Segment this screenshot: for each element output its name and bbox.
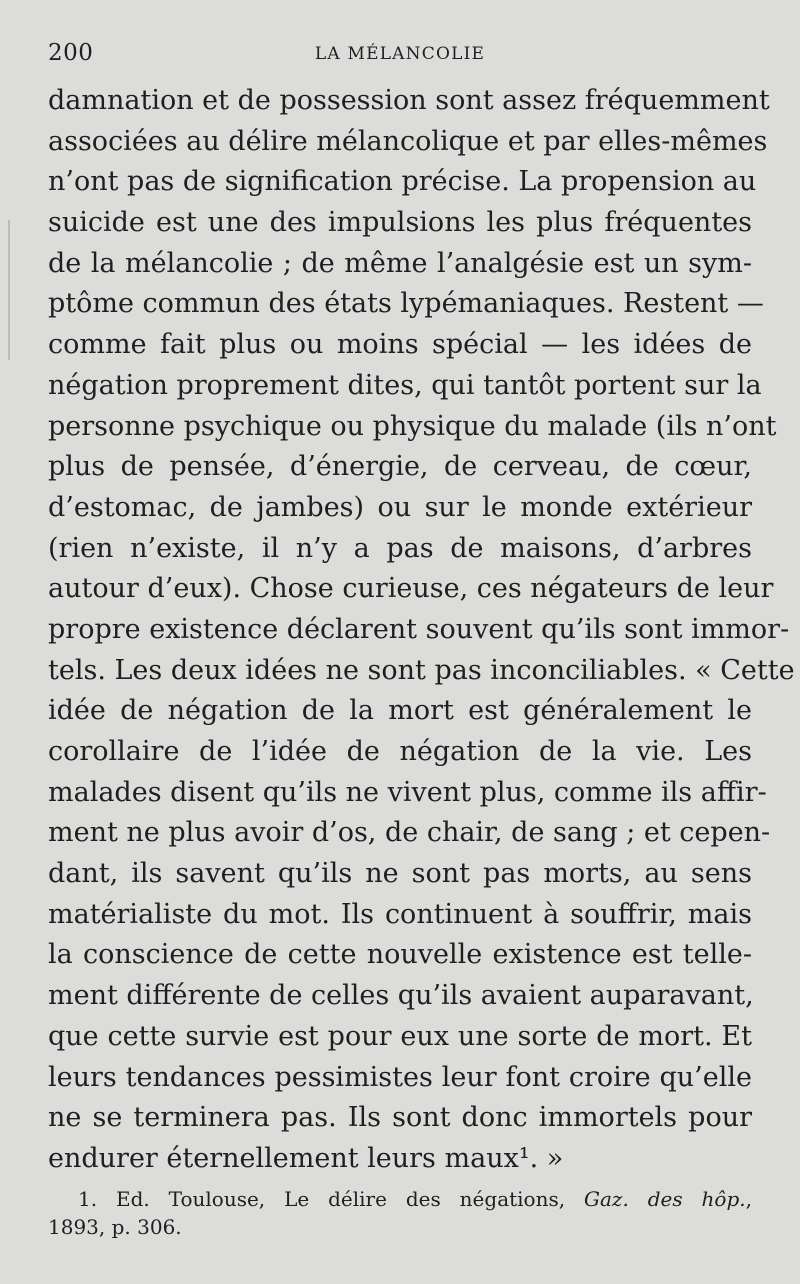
text-line: n’ont pas de signification précise. La propension au bbox=[48, 166, 757, 198]
text-line: endurer éternellement leurs maux¹. » bbox=[48, 1142, 564, 1174]
text-line: la conscience de cette nouvelle existence est telle- bbox=[48, 939, 752, 971]
text-line: malades disent qu’ils ne vivent plus, comme ils affir- bbox=[48, 776, 767, 808]
text-line: personne psychique ou physique du malade (ils n’ont bbox=[48, 410, 777, 442]
footnote-journal: Gaz. des hôp. bbox=[584, 1187, 746, 1211]
page-number: 200 bbox=[48, 40, 94, 66]
text-line: corollaire de l’idée de négation de la vie. Les bbox=[48, 736, 752, 767]
margin-pencil-mark bbox=[8, 220, 10, 360]
footnote-punct: , bbox=[745, 1187, 752, 1211]
text-line: tels. Les deux idées ne sont pas inconciliables. « Cette bbox=[48, 654, 795, 686]
body-text bbox=[48, 81, 795, 1180]
footnote bbox=[48, 1185, 752, 1241]
text-line: que cette survie est pour eux une sorte de mort. Et bbox=[48, 1020, 752, 1052]
text-line: négation proprement dites, qui tantôt portent sur la bbox=[48, 369, 762, 401]
text-line: d’estomac, de jambes) ou sur le monde extérieur bbox=[48, 491, 752, 523]
text-line: ptôme commun des états lypémaniaques. Restent — bbox=[48, 288, 764, 320]
text-line: de la mélancolie ; de même l’analgésie est un sym- bbox=[48, 247, 752, 279]
text-line: dant, ils savent qu’ils ne sont pas morts, au sens bbox=[48, 858, 752, 890]
text-line: propre existence déclarent souvent qu’ils sont immor- bbox=[48, 613, 790, 645]
text-line: comme fait plus ou moins spécial — les idées de bbox=[48, 329, 752, 361]
text-line: idée de négation de la mort est généralement le bbox=[48, 695, 752, 727]
footnote-line-1 bbox=[48, 1185, 752, 1213]
text-line: suicide est une des impulsions les plus fréquentes bbox=[48, 207, 752, 239]
text-line: (rien n’existe, il n’y a pas de maisons, d’arbres bbox=[48, 532, 752, 564]
text-line: leurs tendances pessimistes leur font croire qu’elle bbox=[48, 1061, 752, 1093]
footnote-text: 1. Ed. Toulouse, Le délire des négations, bbox=[78, 1187, 585, 1211]
text-line: ne se terminera pas. Ils sont donc immortels pour bbox=[48, 1102, 752, 1134]
text-line: ment différente de celles qu’ils avaient auparavant, bbox=[48, 980, 754, 1012]
footnote-line-2: 1893, p. 306. bbox=[48, 1215, 182, 1239]
page-header bbox=[48, 40, 752, 70]
text-line: matérialiste du mot. Ils continuent à souffrir, mais bbox=[48, 898, 752, 930]
text-line: damnation et de possession sont assez fréquemment bbox=[48, 85, 770, 116]
running-head: LA MÉLANCOLIE bbox=[314, 44, 486, 64]
text-line: ment ne plus avoir d’os, de chair, de sang ; et cepen- bbox=[48, 817, 771, 849]
text-line: autour d’eux). Chose curieuse, ces négateurs de leur bbox=[48, 573, 774, 605]
text-line: associées au délire mélancolique et par elles-mêmes bbox=[48, 125, 768, 157]
text-line: plus de pensée, d’énergie, de cerveau, de cœur, bbox=[48, 451, 752, 483]
